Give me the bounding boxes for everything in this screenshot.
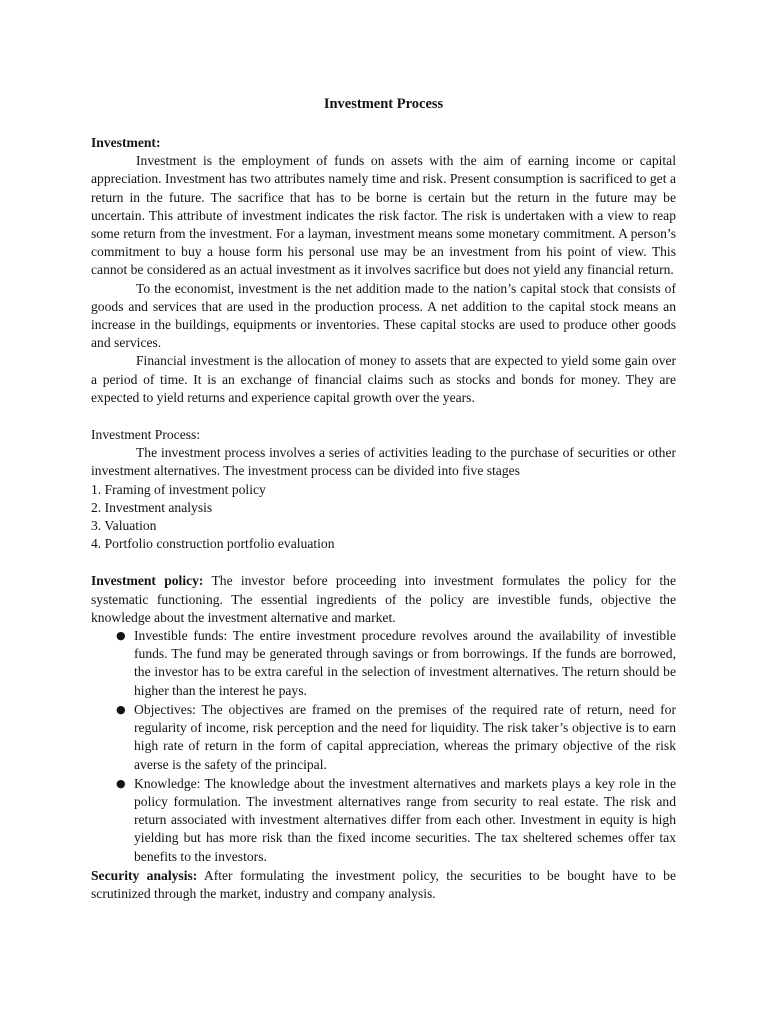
list-item: 1. Framing of investment policy <box>91 481 266 497</box>
security-text: After formulating the investment policy, the securities to be bought have to be scrutinized through the market, industry and company analysis. <box>91 867 676 901</box>
security-paragraph <box>91 867 676 903</box>
security-lead: Security analysis: <box>91 867 198 883</box>
bullet-icon: ● <box>116 776 126 790</box>
bullet-icon: ● <box>116 702 126 716</box>
bullet-icon: ● <box>116 629 126 643</box>
policy-paragraph <box>91 572 676 627</box>
spacer <box>91 553 676 572</box>
process-intro: The investment process involves a series of activities leading to the purchase of securities or other investment alternatives. The investment process can be divided into five stages <box>91 445 676 479</box>
list-item: 4. Portfolio construction portfolio evaluation <box>91 536 335 552</box>
list-item <box>116 701 676 774</box>
bullet-text: Objectives: The objectives are framed on the premises of the required rate of return, need for regularity of income, risk perception and the need for liquidity. The risk taker’s objective is to earn high rate of return in the form of capital appreciation, whereas the primary objective of the risk averse is the safety of the principal. <box>134 701 676 772</box>
policy-bullets <box>91 627 676 866</box>
policy-lead: Investment policy: <box>91 573 204 589</box>
investment-paragraph-1: Investment is the employment of funds on assets with the aim of earning income or capital appreciation. Investment has two attributes namely time and risk. Present consumption is sacrificed to get a return in the future. The sacrifice that has to be borne is certain but the return in the future may be uncertain. This attribute of investment indicates the risk factor. The risk is undertaken with a view to reap some return from the investment. For a layman, investment means some monetary commitment. A person’s commitment to buy a house form his personal use may be an investment from his point of view. This cannot be considered as an actual investment as it involves sacrifice but does not yield any financial return. <box>91 153 676 278</box>
list-item: 2. Investment analysis <box>91 499 213 515</box>
page-title: Investment Process <box>323 96 444 112</box>
policy-text: The investor before proceeding into investment formulates the policy for the systematic functioning. The essential ingredients of the policy are investible funds, objective the knowledge about the investment alternative and market. <box>91 573 676 625</box>
list-item <box>116 627 676 700</box>
bullet-text: Knowledge: The knowledge about the investment alternatives and markets plays a key role in the policy formulation. The investment alternatives range from security to real estate. The risk and return associated with investment alternatives differ from each other. Investment in equity is high yielding but has more risk than the fixed income securities. The tax sheltered schemes offer tax benefits to the investors. <box>134 775 676 864</box>
list-item <box>116 775 676 866</box>
investment-heading: Investment: <box>91 135 161 150</box>
investment-paragraph-3: Financial investment is the allocation of money to assets that are expected to yield some gain over a period of time. It is an exchange of financial claims such as stocks and bonds for money. They are expected to yield returns and experience capital growth over the years. <box>91 353 676 405</box>
bullet-text: Investible funds: The entire investment procedure revolves around the availability of investible funds. The fund may be generated through savings or from borrowings. If the funds are borrowed, the investor has to be extra careful in the selection of investment alternatives. The return should be higher than the interest he pays. <box>134 628 676 698</box>
spacer <box>91 407 676 426</box>
process-heading: Investment Process: <box>91 427 201 443</box>
investment-paragraph-2: To the economist, investment is the net addition made to the nation’s capital stock that consists of goods and services that are used in the production process. A net addition to the capital stock means an increase in the buildings, equipments or inventories. These capital stocks are used to produce other goods and services. <box>91 280 676 351</box>
list-item: 3. Valuation <box>91 518 157 534</box>
stages-list <box>91 481 676 554</box>
